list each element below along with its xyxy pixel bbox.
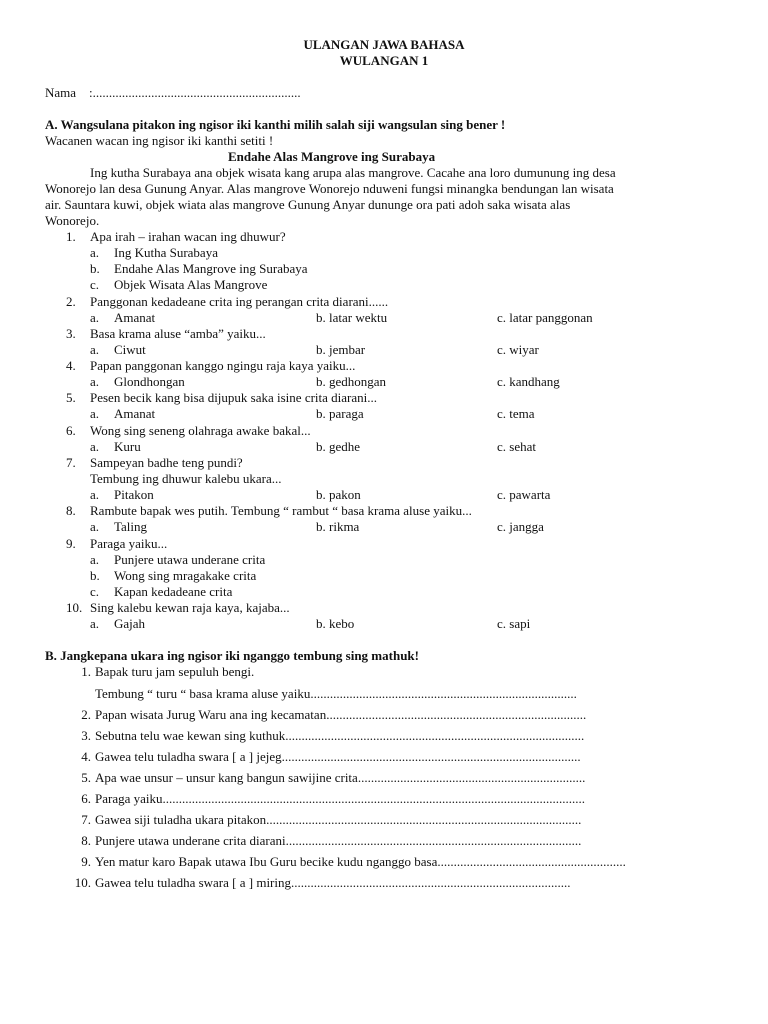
option-b: b. gedhe: [316, 439, 361, 454]
question-number: 1.: [66, 229, 76, 244]
option-b: b. gedhongan: [316, 374, 387, 389]
option-text: Ing Kutha Surabaya: [114, 245, 218, 260]
question-text-line-2: Tembung ing dhuwur kalebu ukara...: [90, 471, 282, 486]
option-letter: c.: [90, 277, 100, 292]
question-number: 4.: [66, 358, 76, 373]
option-text: Pitakon: [114, 487, 154, 502]
section-a-sub-instruction: Wacanen wacan ing ngisor iki kanthi setiti !: [45, 133, 274, 148]
option-c: c. kandhang: [497, 374, 560, 389]
question-number: 3.: [66, 326, 76, 341]
fill-item-text: Yen matur karo Bapak utawa Ibu Guru becike kudu nganggo basa..........................................................: [95, 854, 626, 869]
option-letter: c.: [90, 584, 100, 599]
option-letter: a.: [90, 616, 100, 631]
option-letter: a.: [90, 519, 100, 534]
question-number: 2.: [66, 294, 76, 309]
question-number: 10.: [66, 600, 83, 615]
option-letter: b.: [90, 261, 100, 276]
question-text: Sing kalebu kewan raja kaya, kajaba...: [90, 600, 290, 615]
option-letter: a.: [90, 552, 100, 567]
option-text: Punjere utawa underane crita: [114, 552, 266, 567]
fill-item-text: Tembung “ turu “ basa krama aluse yaiku..................................................................................: [95, 686, 577, 701]
reading-line-2: Wonorejo lan desa Gunung Anyar. Alas mangrove Wonorejo nduweni fungsi minangka bendungan lan wisata: [45, 181, 614, 196]
fill-item-number: 1.: [81, 664, 91, 679]
fill-item-text: Gawea siji tuladha ukara pitakon.................................................................................................: [95, 812, 582, 827]
option-letter: a.: [90, 342, 100, 357]
option-b: b. kebo: [316, 616, 355, 631]
question-text: Basa krama aluse “amba” yaiku...: [90, 326, 266, 341]
reading-line-1: Ing kutha Surabaya ana objek wisata kang arupa alas mangrove. Cacahe ana loro dumunung ing desa: [90, 165, 616, 180]
reading-line-4: Wonorejo.: [45, 213, 100, 228]
option-b: b. paraga: [316, 406, 364, 421]
name-label: Nama: [45, 85, 77, 100]
name-blank: :................................................................: [89, 85, 301, 100]
question-text: Paraga yaiku...: [90, 536, 168, 551]
fill-item-number: 7.: [81, 812, 91, 827]
fill-item-text: Gawea telu tuladha swara [ a ] jejeg............................................................................................: [95, 749, 581, 764]
fill-item-text: Gawea telu tuladha swara [ a ] miring......................................................................................: [95, 875, 571, 890]
question-number: 5.: [66, 390, 76, 405]
fill-item-number: 6.: [81, 791, 91, 806]
option-c: c. sapi: [497, 616, 531, 631]
fill-item-text: Paraga yaiku..................................................................................................................................: [95, 791, 586, 806]
option-letter: b.: [90, 568, 100, 583]
option-c: c. pawarta: [497, 487, 551, 502]
question-text: Rambute bapak wes putih. Tembung “ rambut “ basa krama aluse yaiku...: [90, 503, 472, 518]
option-text: Amanat: [114, 406, 156, 421]
question-text: Pesen becik kang bisa dijupuk saka isine crita diarani...: [90, 390, 378, 405]
reading-title: Endahe Alas Mangrove ing Surabaya: [228, 149, 436, 164]
option-text: Kapan kedadeane crita: [114, 584, 233, 599]
fill-item-text: Bapak turu jam sepuluh bengi.: [95, 664, 255, 679]
option-text: Endahe Alas Mangrove ing Surabaya: [114, 261, 308, 276]
option-letter: a.: [90, 439, 100, 454]
option-c: c. jangga: [497, 519, 544, 534]
section-b-heading: B. Jangkepana ukara ing ngisor iki nganggo tembung sing mathuk!: [45, 648, 419, 663]
option-c: c. tema: [497, 406, 535, 421]
option-letter: a.: [90, 487, 100, 502]
fill-item-number: 4.: [81, 749, 91, 764]
option-b: b. pakon: [316, 487, 361, 502]
reading-line-3: air. Sauntara kuwi, objek wiata alas mangrove Gunung Anyar dunungе ora pati adoh saka wisata alas: [45, 197, 571, 212]
option-c: c. latar panggonan: [497, 310, 593, 325]
fill-item-number: 8.: [81, 833, 91, 848]
fill-item-text: Sebutna telu wae kewan sing kuthuk............................................................................................: [95, 728, 585, 743]
fill-item-text: Papan wisata Jurug Waru ana ing kecamatan................................................................................: [95, 707, 587, 722]
fill-item-number: 2.: [81, 707, 91, 722]
fill-item-number: 9.: [81, 854, 91, 869]
option-text: Gajah: [114, 616, 146, 631]
fill-item-text: Punjere utawa underane crita diarani...........................................................................................: [95, 833, 582, 848]
option-text: Glondhongan: [114, 374, 185, 389]
question-text: Apa irah – irahan wacan ing dhuwur?: [90, 229, 286, 244]
fill-item-number: 5.: [81, 770, 91, 785]
question-text: Panggonan kedadeane crita ing perangan crita diarani......: [90, 294, 389, 309]
question-number: 6.: [66, 423, 76, 438]
option-text: Wong sing mragakake crita: [114, 568, 257, 583]
option-b: b. rikma: [316, 519, 360, 534]
option-letter: a.: [90, 245, 100, 260]
question-text: Papan panggonan kanggo ngingu raja kaya yaiku...: [90, 358, 356, 373]
option-text: Kuru: [114, 439, 141, 454]
option-text: Ciwut: [114, 342, 146, 357]
option-text: Objek Wisata Alas Mangrove: [114, 277, 268, 292]
question-number: 7.: [66, 455, 76, 470]
fill-item-text: Apa wae unsur – unsur kang bangun sawijine crita......................................................................: [95, 770, 586, 785]
option-letter: a.: [90, 406, 100, 421]
question-text: Sampeyan badhe teng pundi?: [90, 455, 243, 470]
fill-item-number: 3.: [81, 728, 91, 743]
question-text: Wong sing seneng olahraga awake bakal...: [90, 423, 311, 438]
section-a-instruction: A. Wangsulana pitakon ing ngisor iki kanthi milih salah siji wangsulan sing bener !: [45, 117, 506, 132]
question-number: 9.: [66, 536, 76, 551]
option-c: c. sehat: [497, 439, 536, 454]
question-number: 8.: [66, 503, 76, 518]
option-c: c. wiyar: [497, 342, 539, 357]
option-letter: a.: [90, 310, 100, 325]
option-b: b. latar wektu: [316, 310, 388, 325]
option-text: Amanat: [114, 310, 156, 325]
option-letter: a.: [90, 374, 100, 389]
fill-item-number: 10.: [74, 875, 91, 890]
option-text: Taling: [114, 519, 148, 534]
option-b: b. jembar: [316, 342, 366, 357]
worksheet-title: ULANGAN JAWA BAHASA: [303, 37, 465, 52]
worksheet-subtitle: WULANGAN 1: [339, 53, 429, 68]
